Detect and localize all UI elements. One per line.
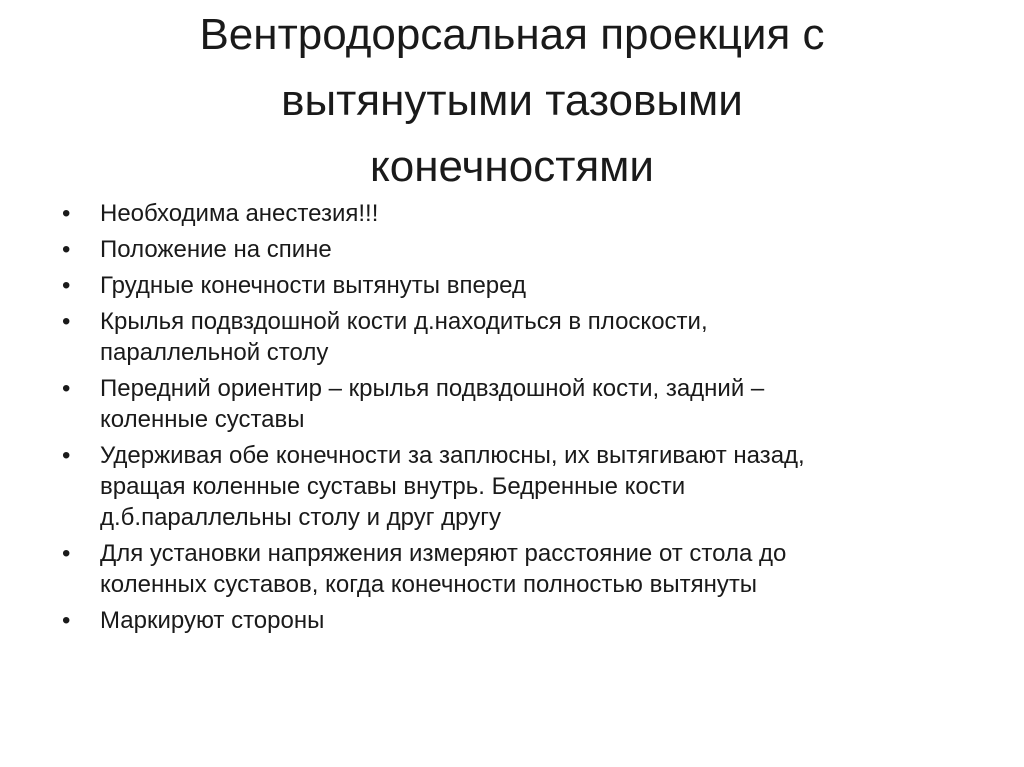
- bullet-marker: •: [62, 200, 71, 227]
- slide-title-line-3: конечностями: [369, 142, 655, 191]
- bullet-item-position: [62, 234, 962, 265]
- bullet-marker: •: [62, 607, 71, 634]
- bullet-text: Удерживая обе конечности за заплюсны, их вытягивают назад, вращая коленные суставы внутрь. Бедренные кости д.б.параллельны столу и друг другу: [100, 442, 805, 531]
- bullet-text: Маркируют стороны: [100, 607, 325, 634]
- bullet-item-anesthesia: [62, 198, 962, 229]
- bullet-item-holding-limbs: [62, 440, 962, 533]
- bullet-list: [62, 198, 962, 641]
- bullet-marker: •: [62, 442, 71, 469]
- bullet-item-landmarks: [62, 373, 962, 435]
- slide-title-line-2: вытянутыми тазовыми: [281, 76, 743, 125]
- bullet-marker: •: [62, 236, 71, 263]
- slide-title-line-1: Вентродорсальная проекция с: [199, 10, 825, 59]
- bullet-item-ilium-wings: [62, 306, 962, 368]
- bullet-item-measurement: [62, 538, 962, 600]
- bullet-marker: •: [62, 308, 71, 335]
- bullet-text: Необходима анестезия!!!: [100, 200, 379, 227]
- bullet-marker: •: [62, 272, 71, 299]
- bullet-item-marking: [62, 605, 962, 636]
- slide-title: [60, 2, 964, 200]
- bullet-text: Грудные конечности вытянуты вперед: [100, 272, 526, 299]
- bullet-item-thoracic-limbs: [62, 270, 962, 301]
- bullet-marker: •: [62, 540, 71, 567]
- bullet-marker: •: [62, 375, 71, 402]
- bullet-text: Положение на спине: [100, 236, 332, 263]
- bullet-text: Передний ориентир – крылья подвздошной кости, задний – коленные суставы: [100, 375, 765, 433]
- bullet-text: Крылья подвздошной кости д.находиться в плоскости, параллельной столу: [100, 308, 708, 366]
- bullet-text: Для установки напряжения измеряют расстояние от стола до коленных суставов, когда конечности полностью вытянуты: [100, 540, 787, 598]
